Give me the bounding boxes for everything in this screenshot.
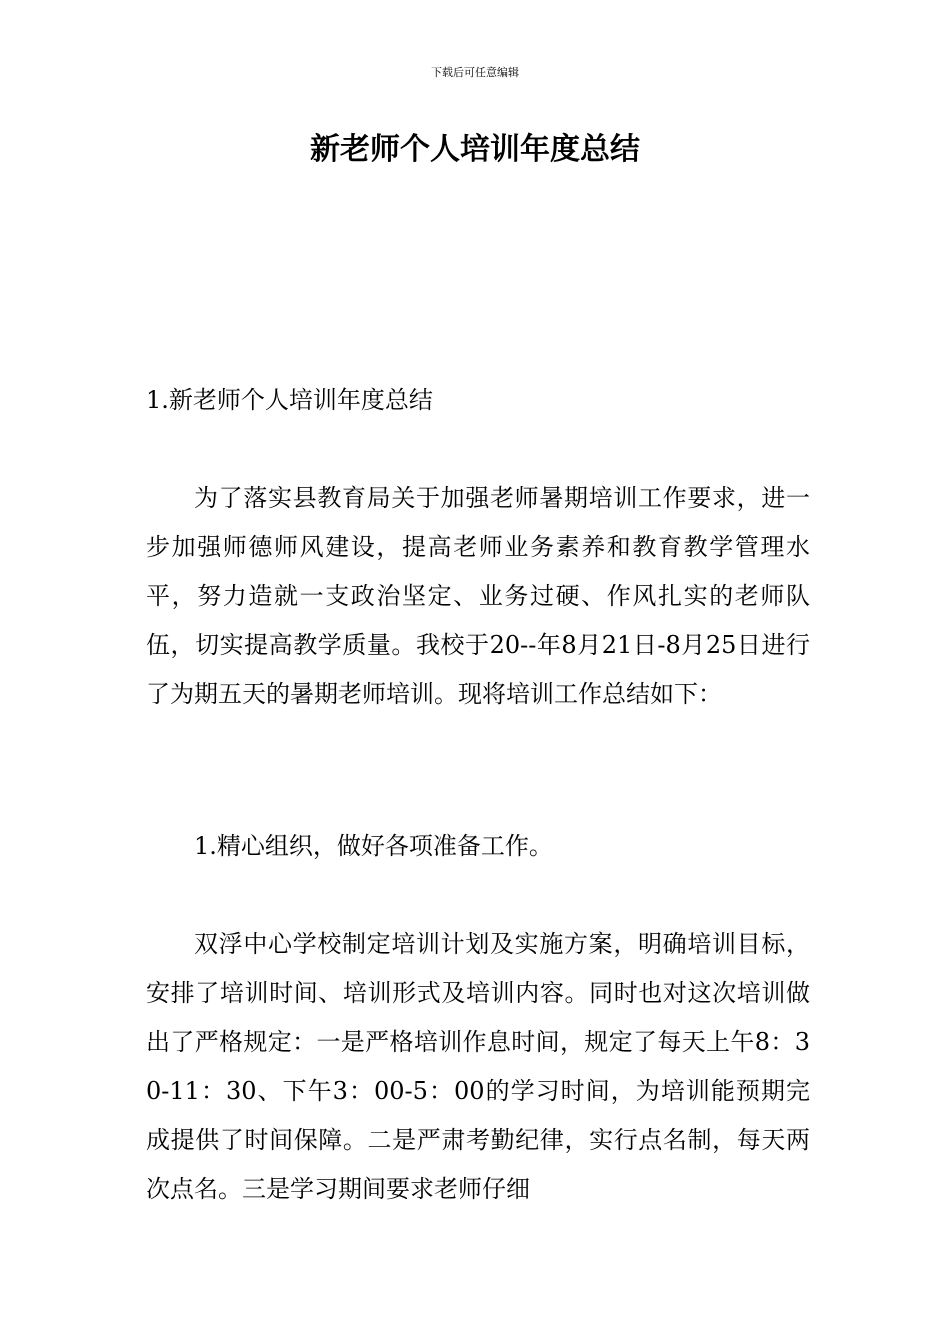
intro-paragraph: 为了落实县教育局关于加强老师暑期培训工作要求，进一步加强师德师风建设，提高老师业务素养和教育教学管理水平，努力造就一支政治坚定、业务过硬、作风扎实的老师队伍，切实提高教学质量。我校于20--年8月21日-8月25日进行了为期五天的暑期老师培训。现将培训工作总结如下： — [146, 484, 810, 708]
item-1-heading: 1.精心组织，做好各项准备工作。 — [194, 832, 553, 860]
item-1-paragraph: 双浮中心学校制定培训计划及实施方案，明确培训目标，安排了培训时间、培训形式及培训内容。同时也对这次培训做出了严格规定：一是严格培训作息时间，规定了每天上午8：30-11：30、下午3：00-5：00的学习时间，为培训能预期完成提供了时间保障。二是严肃考勤纪律，实行点名制，每天两次点名。三是学习期间要求老师仔细 — [146, 930, 810, 1203]
page-title: 新老师个人培训年度总结 — [310, 132, 640, 167]
section-heading: 1.新老师个人培训年度总结 — [146, 386, 433, 414]
header-note: 下载后可任意编辑 — [431, 66, 519, 79]
